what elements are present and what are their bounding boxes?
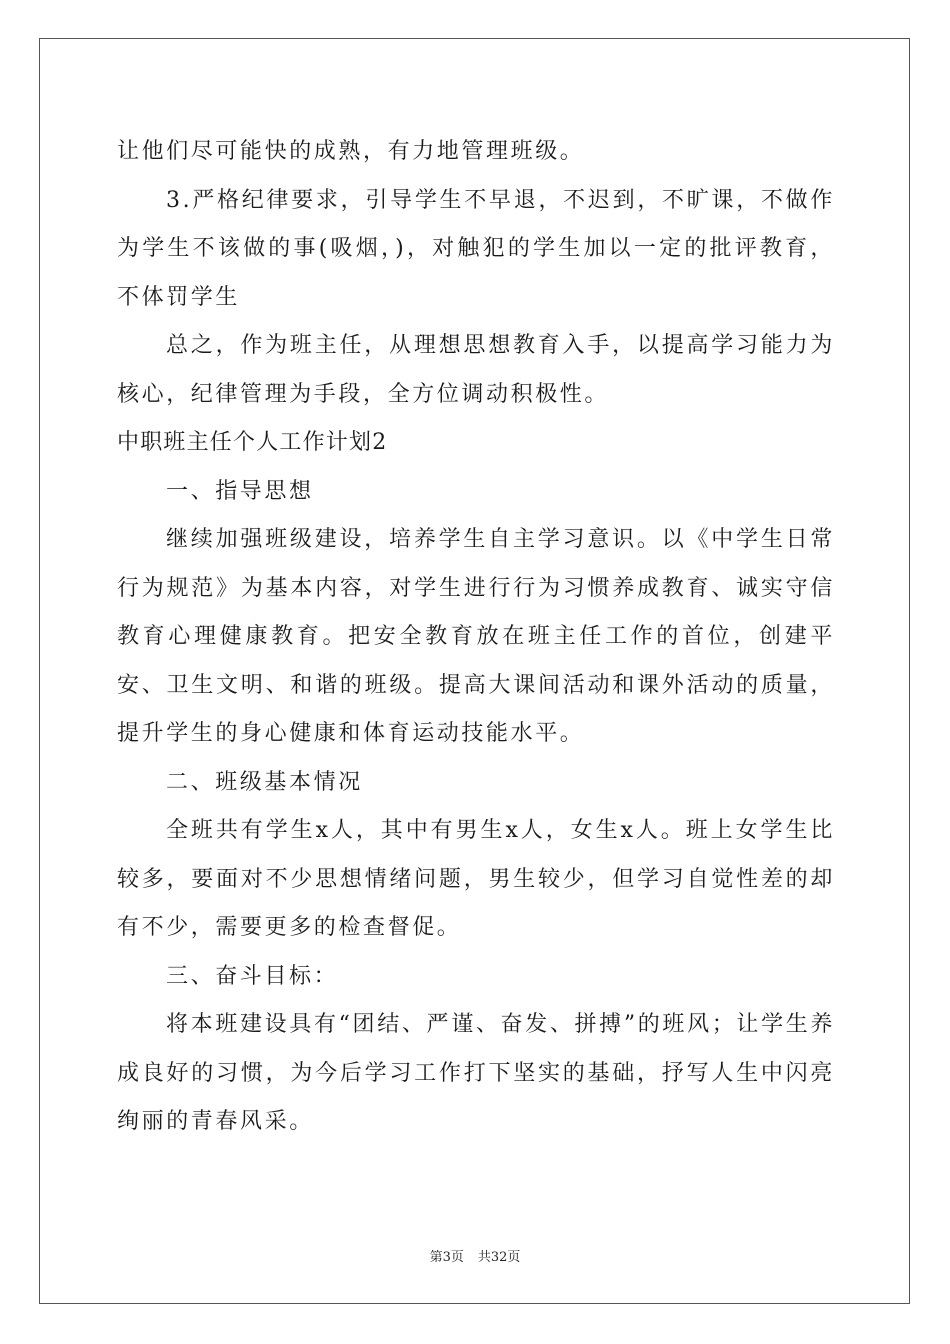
section-title: 中职班主任个人工作计划2 [117,430,388,455]
paragraph-1: 让他们尽可能快的成熟，有力地管理班级。 [117,139,585,164]
page-footer [0,1246,950,1265]
subheading-guiding-ideas: 一、指导思想 [166,478,314,504]
paragraph-goals: 将本班建设具有“团结、严谨、奋发、拼搏”的班风；让学生养成良好的习惯，为今后学习工作打下坚实的基础，抒写人生中闪亮绚丽的青春风采。 [117,1012,835,1134]
document-body [117,128,835,1147]
page-total: 共32页 [477,1250,521,1265]
page-number: 第3页 [429,1250,464,1265]
subheading-goals: 三、奋斗目标： [166,963,339,989]
paragraph-3: 总之，作为班主任，从理想思想教育入手，以提高学习能力为核心，纪律管理为手段，全方位调动积极性。 [117,333,835,407]
paragraph-guiding-ideas: 继续加强班级建设，培养学生自主学习意识。以《中学生日常行为规范》为基本内容，对学生进行行为习惯养成教育、诚实守信教育心理健康教育。把安全教育放在班主任工作的首位，创建平安、卫生文明、和谐的班级。提高大课间活动和课外活动的质量，提升学生的身心健康和体育运动技能水平。 [117,527,835,746]
paragraph-class-situation: 全班共有学生x人，其中有男生x人，女生x人。班上女学生比较多，要面对不少思想情绪问题，男生较少，但学习自觉性差的却有不少，需要更多的检查督促。 [117,818,835,940]
paragraph-2: 3.严格纪律要求，引导学生不早退，不迟到，不旷课，不做作为学生不该做的事(吸烟，)，对触犯的学生加以一定的批评教育，不体罚学生 [117,187,835,310]
subheading-class-situation: 二、班级基本情况 [166,769,363,795]
